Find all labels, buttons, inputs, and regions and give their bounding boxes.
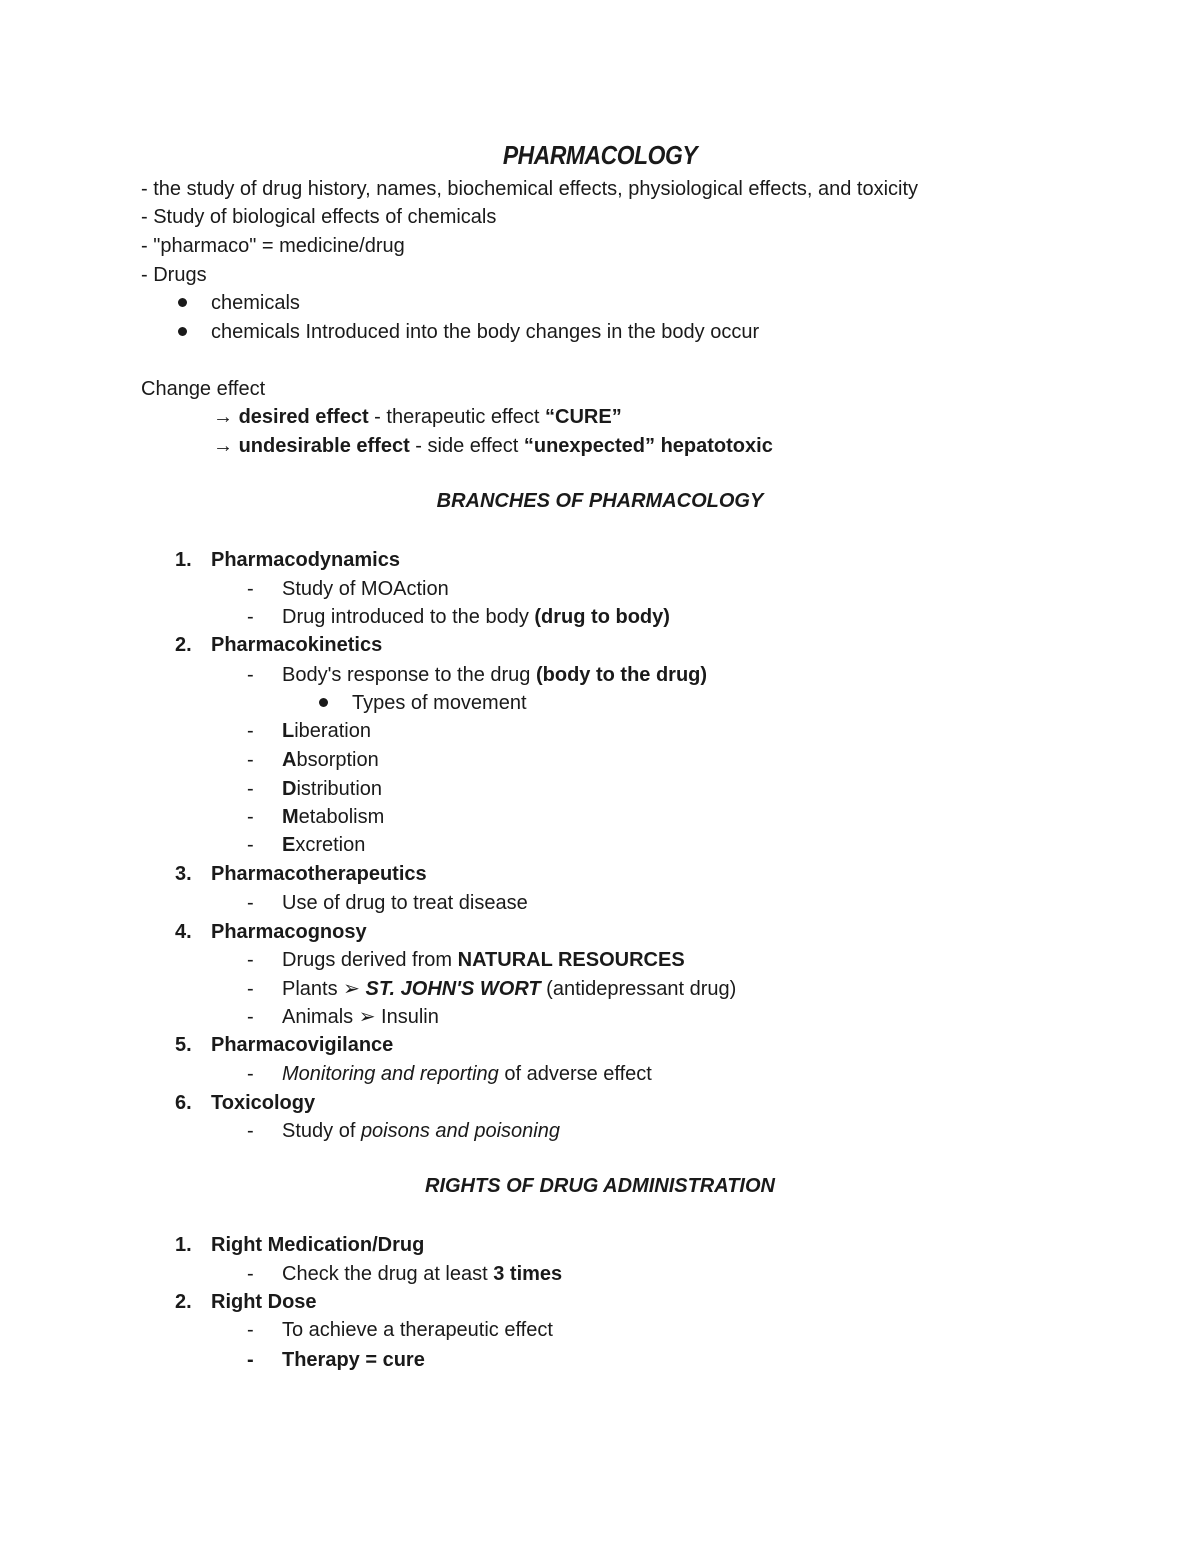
dash-marker: - [247,749,254,771]
dash-marker: - [247,1263,254,1285]
detail-text: Study of [282,1120,361,1142]
ladme-word: etabolism [298,806,385,828]
dash-marker: - [247,806,254,828]
branch-detail [282,948,685,972]
dash-marker: - [247,720,254,742]
branch-title: Pharmacovigilance [211,1034,394,1056]
ladme-letter: A [282,749,297,771]
undesired-effect-tail: “unexpected” hepatotoxic [523,435,773,457]
arrow-icon: → [213,406,233,428]
desired-effect-line [213,405,622,429]
detail-text: Body's response to the drug [282,664,536,686]
bullet-item: chemicals [211,292,300,314]
ladme-item [282,748,379,772]
dash-marker: - [247,1063,254,1085]
list-number: 6. [175,1092,192,1114]
branch-detail [282,605,670,629]
dash-marker: - [247,664,254,686]
ladme-word: xcretion [295,834,366,856]
right-title: Right Dose [211,1291,317,1313]
bullet-icon [178,327,187,336]
ladme-letter: L [282,720,295,742]
page-title: PHARMACOLOGY [502,140,698,170]
list-number: 2. [175,634,192,656]
detail-bold-italic: ST. JOHN'S WORT [365,978,541,1000]
detail-text: Animals [282,1006,359,1028]
branch-detail [282,1119,560,1143]
undesired-effect-label: undesirable effect [238,435,410,457]
branch-detail [282,977,736,1001]
bullet-item: chemicals Introduced into the body changes in the body occur [211,321,760,343]
ladme-word: istribution [296,778,383,800]
dash-marker: - [247,1006,254,1028]
branch-detail [282,663,707,687]
dash-marker: - [247,834,254,856]
ladme-letter: M [282,806,299,828]
section-heading: RIGHTS OF DRUG ADMINISTRATION [425,1175,775,1197]
bullet-icon [178,298,187,307]
dash-marker: - [247,949,254,971]
right-title: Right Medication/Drug [211,1234,425,1256]
detail-text: Insulin [375,1006,439,1028]
arrowhead-icon: ➢ [358,1006,376,1028]
undesired-effect-line [213,434,773,458]
list-number: 3. [175,863,192,885]
branch-title: Pharmacokinetics [211,634,383,656]
detail-italic: poisons and poisoning [360,1120,560,1142]
list-number: 4. [175,921,192,943]
right-detail [282,1262,562,1286]
branch-detail [282,1005,439,1029]
detail-bold: (drug to body) [534,606,670,628]
dash-marker: - [247,1120,254,1142]
ladme-item [282,833,365,857]
detail-text: of adverse effect [498,1063,652,1085]
right-detail: Therapy = cure [282,1349,425,1371]
detail-text: (antidepressant drug) [540,978,737,1000]
ladme-item [282,719,371,743]
list-number: 5. [175,1034,192,1056]
branch-title: Pharmacotherapeutics [211,863,427,885]
intro-line: - the study of drug history, names, biochemical effects, physiological effects, and toxicity [141,178,919,200]
branch-title: Pharmacodynamics [211,549,400,571]
branch-title: Toxicology [211,1092,316,1114]
intro-line: - Study of biological effects of chemicals [141,206,497,228]
ladme-item [282,777,382,801]
dash-marker: - [247,978,254,1000]
ladme-item [282,805,384,829]
list-number: 1. [175,549,192,571]
change-heading: Change effect [141,378,266,400]
ladme-word: iberation [294,720,371,742]
sub-bullet-item: Types of movement [352,692,527,714]
detail-bold: (body to the drug) [535,664,708,686]
dash-marker: - [247,1319,254,1341]
detail-text: Drug introduced to the body [282,606,535,628]
dash-marker: - [247,1349,254,1371]
right-detail: To achieve a therapeutic effect [282,1319,553,1341]
arrow-icon: → [213,435,233,457]
ladme-word: bsorption [296,749,379,771]
branch-detail [282,1062,652,1086]
detail-text: Check the drug at least [282,1263,494,1285]
branch-detail: Study of MOAction [282,578,449,600]
branch-title: Pharmacognosy [211,921,367,943]
detail-bold: NATURAL RESOURCES [457,949,685,971]
intro-line: - "pharmaco" = medicine/drug [141,235,405,257]
undesired-effect-sep: - side effect [409,435,524,457]
list-number: 1. [175,1234,192,1256]
bullet-icon [319,698,328,707]
dash-marker: - [247,578,254,600]
dash-marker: - [247,606,254,628]
detail-text: Plants [282,978,344,1000]
branch-detail: Use of drug to treat disease [282,892,528,914]
dash-marker: - [247,892,254,914]
desired-effect-sep: - therapeutic effect [368,406,546,428]
detail-text: Drugs derived from [282,949,458,971]
dash-marker: - [247,778,254,800]
detail-italic: Monitoring and reporting [282,1063,499,1085]
arrowhead-icon: ➢ [343,978,360,1000]
section-heading: BRANCHES OF PHARMACOLOGY [436,490,764,512]
ladme-letter: E [282,834,296,856]
intro-line: - Drugs [141,264,207,286]
detail-bold: 3 times [493,1263,563,1285]
ladme-letter: D [282,778,297,800]
list-number: 2. [175,1291,192,1313]
desired-effect-tail: “CURE” [545,406,622,428]
desired-effect-label: desired effect [238,406,369,428]
